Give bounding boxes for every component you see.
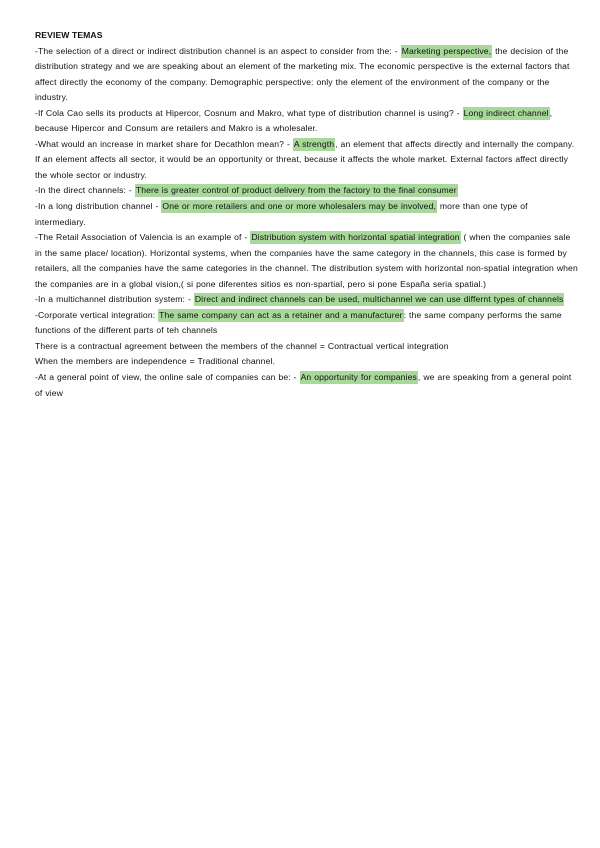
- highlighted-answer: Direct and indirect channels can be used, multichannel we can use differnt types of channels: [194, 294, 564, 305]
- paragraph: [35, 106, 578, 137]
- paragraph-text: , because Hipercor and Consum are retailers and Makro is a wholesaler.: [35, 107, 553, 134]
- paragraph-text: : the same company performs the same functions of the different parts of teh channels: [35, 309, 562, 336]
- paragraph-text: There is a contractual agreement between the members of the channel = Contractual vertical integration: [35, 340, 449, 351]
- paragraph-text: -The Retail Association of Valencia is an example of -: [35, 232, 251, 243]
- paragraph-text: -What would an increase in market share for Decathlon mean? -: [35, 138, 293, 149]
- paragraph: [35, 354, 578, 370]
- paragraph: [35, 44, 578, 106]
- highlighted-answer: Distribution system with horizontal spatial integration: [251, 232, 460, 243]
- document-title: REVIEW TEMAS: [35, 30, 103, 40]
- paragraph-text: more than one type of intermediary.: [35, 200, 528, 227]
- paragraph: [35, 370, 578, 401]
- paragraph: [35, 308, 578, 339]
- paragraph: [35, 137, 578, 184]
- highlighted-answer: Marketing perspective,: [401, 45, 492, 56]
- paragraph: [35, 292, 578, 308]
- paragraph-text: -At a general point of view, the online sale of companies can be: -: [35, 371, 300, 382]
- highlighted-answer: A strength: [293, 138, 335, 149]
- paragraph: [35, 183, 578, 199]
- paragraph: [35, 339, 578, 355]
- paragraph-text: , we are speaking from a general point of view: [35, 371, 572, 398]
- paragraph: [35, 199, 578, 230]
- paragraph-text: -In the direct channels: -: [35, 185, 135, 196]
- paragraph-text: -In a long distribution channel -: [35, 200, 162, 211]
- highlighted-answer: Long indirect channel: [463, 107, 549, 118]
- paragraph-text: , an element that affects directly and internally the company. If an element affects all sector, it would be an opportunity or threat, because it affects the whole market. External factors affect directly the whole sector or industry.: [35, 138, 575, 180]
- highlighted-answer: An opportunity for companies: [300, 371, 417, 382]
- paragraph-text: ( when the companies sale in the same place/ location). Horizontal systems, when the companies have the same category in the channels, this case is formed by retailers, all the companies have the same categories in the channel. The distribution system with horizontal non-spatial integration when the companies are in a global vision,( si pone diferentes sitios es non-spartial, pero si pone España seria spatial.): [35, 232, 578, 289]
- paragraph: [35, 230, 578, 292]
- document-body: [35, 44, 578, 402]
- paragraph-text: -The selection of a direct or indirect distribution channel is an aspect to consider from the: -: [35, 45, 401, 56]
- paragraph-text: -Corporate vertical integration:: [35, 309, 159, 320]
- paragraph-text: -If Cola Cao sells its products at Hipercor, Cosnum and Makro, what type of distribution channel is using? -: [35, 107, 463, 118]
- highlighted-answer: One or more retailers and one or more wholesalers may be involved,: [162, 200, 436, 211]
- paragraph-text: the decision of the distribution strategy and we are speaking about an element of the marketing mix. The economic perspective is the external factors that affect directly the economy of the company. Demographic perspective: only the element of the environment of the company or the industry.: [35, 45, 570, 103]
- highlighted-answer: The same company can act as a retainer and a manufacturer: [159, 309, 403, 320]
- paragraph-text: When the members are independence = Traditional channel.: [35, 356, 276, 367]
- paragraph-text: -In a multichannel distribution system: -: [35, 294, 194, 305]
- highlighted-answer: There is greater control of product delivery from the factory to the final consumer: [135, 185, 457, 196]
